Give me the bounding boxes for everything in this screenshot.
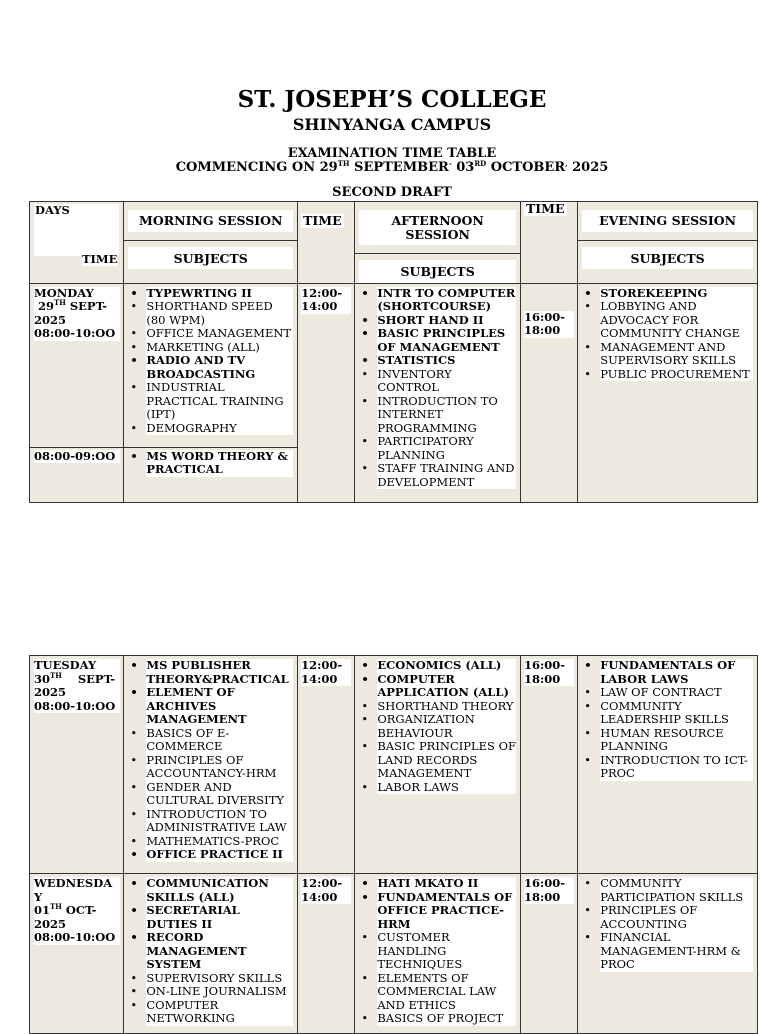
- list-item: [357, 891, 516, 932]
- subject-name: • CUSTOMER HANDLING TECHNIQUES: [377, 931, 516, 972]
- day-label: [34, 287, 120, 341]
- list-item: [126, 686, 293, 727]
- day-name: TUESDAY: [34, 658, 97, 672]
- subject-name: • LAW OF CONTRACT: [600, 686, 753, 700]
- evening-subject-list: [580, 659, 753, 781]
- day-name: MONDAY: [34, 285, 94, 300]
- subject-name: • FUNDAMENTALS OF OFFICE PRACTICE-HRM: [377, 891, 516, 932]
- subject-name: • MS WORD THEORY & PRACTICAL: [146, 450, 293, 477]
- subject-name: • ELEMENT OF ARCHIVES MANAGEMENT: [146, 686, 293, 727]
- evening-subjects-cell: [578, 874, 758, 1034]
- day-year: 2025: [34, 916, 67, 931]
- list-item: [126, 999, 293, 1026]
- day-cell: [30, 874, 124, 1034]
- subject-name: • ECONOMICS (ALL): [377, 659, 516, 673]
- subject-name: • SUPERVISORY SKILLS: [146, 972, 293, 986]
- subject-name: • DEMOGRAPHY: [146, 422, 293, 436]
- afternoon-subjects-cell: [355, 656, 521, 874]
- timetable-monday: [29, 201, 758, 503]
- time-header-2: [520, 202, 577, 284]
- subject-name: • INTRODUCTION TO ICT-PROC: [600, 754, 753, 781]
- subject-name: • ORGANIZATION BEHAVIOUR: [377, 713, 516, 740]
- list-item: [357, 287, 516, 314]
- session-time: 08:00-10:OO: [34, 326, 116, 340]
- ordinal-sup: RD: [474, 159, 487, 168]
- day-cell: [30, 656, 124, 874]
- list-item: [580, 700, 753, 727]
- list-item: [126, 659, 293, 686]
- date-num: 29: [38, 299, 55, 313]
- table-row: [30, 283, 758, 502]
- subjects-label: SUBJECTS: [582, 247, 753, 270]
- subject-name: • STAFF TRAINING AND DEVELOPMENT: [377, 461, 515, 489]
- day-cell: [30, 283, 124, 502]
- subject-name: • COMMUNITY PARTICIPATION SKILLS: [600, 877, 753, 904]
- separator-sup: ,: [565, 159, 568, 168]
- subject-name: • GENDER AND CULTURAL DIVERSITY: [146, 781, 293, 808]
- subject-name: • STATISTICS: [377, 354, 516, 368]
- time-column-label: TIME: [303, 213, 342, 228]
- subject-name: • SHORTHAND THEORY: [377, 700, 516, 714]
- subject-name: • FINANCIAL MANAGEMENT-HRM & PROC: [600, 931, 753, 972]
- campus-name: SHINYANGA CAMPUS: [292, 115, 492, 134]
- subject-name: • COMPUTER APPLICATION (ALL): [377, 673, 516, 700]
- subject-name: • LABOR LAWS: [377, 781, 516, 795]
- evening-time-cell: [520, 874, 577, 1034]
- list-item: [357, 700, 516, 714]
- subject-name: • PRINCIPLES OF ACCOUNTANCY-HRM: [146, 754, 293, 781]
- session-time: 08:00-10:OO: [34, 698, 116, 713]
- evening-time-cell: [520, 656, 577, 874]
- date-num: 01: [34, 903, 51, 917]
- subject-name: • OFFICE PRACTICE II: [146, 848, 293, 862]
- list-item: [357, 781, 516, 795]
- list-item: [580, 287, 753, 301]
- college-title: ST. JOSEPH’S COLLEGE: [237, 86, 547, 113]
- day-name: WEDNESDA Y: [34, 876, 113, 904]
- subject-name: • MARKETING (ALL): [146, 341, 293, 355]
- list-item: [357, 713, 516, 740]
- list-item: [126, 287, 293, 301]
- evening-time-cell: [520, 283, 577, 502]
- time-label: TIME: [81, 251, 118, 266]
- subject-name: • PRINCIPLES OF ACCOUNTING: [600, 904, 753, 931]
- afternoon-subjects-cell: [355, 874, 521, 1034]
- commence-text: COMMENCING ON 29: [175, 160, 338, 175]
- list-item: [580, 686, 753, 700]
- list-item: [126, 877, 293, 904]
- date-num: 30: [34, 671, 51, 686]
- table-row: [30, 874, 758, 1034]
- list-item: [580, 931, 753, 972]
- morning-subjects-cell: [124, 874, 298, 1034]
- list-item: [126, 835, 293, 849]
- subject-name: • MATHEMATICS-PROC: [146, 835, 293, 849]
- table-header-row: [30, 202, 758, 284]
- morning-subject-list: [126, 877, 293, 1026]
- list-item: [580, 754, 753, 781]
- subject-name: • MANAGEMENT AND SUPERVISORY SKILLS: [600, 341, 753, 368]
- list-item: [126, 450, 293, 477]
- list-item: [580, 659, 753, 686]
- commence-text: SEPTEMBER: [349, 160, 449, 175]
- list-item: [126, 754, 293, 781]
- afternoon-time-cell: [298, 283, 355, 502]
- afternoon-subject-list: [357, 659, 516, 794]
- list-item: [357, 931, 516, 972]
- list-item: [357, 327, 516, 354]
- afternoon-time: 12:00-14:00: [301, 877, 351, 904]
- date-sup: TH: [54, 298, 66, 307]
- day-year: 2025: [34, 312, 67, 327]
- list-item: [126, 381, 293, 422]
- list-item: [357, 659, 516, 673]
- subject-name: • INTR TO COMPUTER (SHORTCOURSE): [377, 285, 516, 313]
- commence-text: 2025: [567, 160, 609, 175]
- afternoon-time-cell: [298, 874, 355, 1034]
- list-item: [580, 341, 753, 368]
- day-year: 2025: [34, 685, 67, 699]
- list-item: [357, 354, 516, 368]
- list-item: [357, 1012, 516, 1026]
- subject-name: • STOREKEEPING: [600, 287, 753, 301]
- subject-name: • BASICS OF PROJECT: [377, 1012, 516, 1026]
- list-item: [126, 972, 293, 986]
- subject-name: • ELEMENTS OF COMMERCIAL LAW AND ETHICS: [377, 972, 516, 1013]
- afternoon-time: 12:00-14:00: [301, 287, 351, 314]
- afternoon-subject-list: [357, 877, 516, 1026]
- subject-name: • COMMUNICATION SKILLS (ALL): [146, 877, 293, 904]
- afternoon-time-cell: [298, 656, 355, 874]
- day-date: [34, 300, 120, 314]
- list-item: [357, 740, 516, 781]
- morning-subject-list: [126, 287, 293, 436]
- commencing-line: [0, 160, 768, 175]
- subject-name: • SHORTHAND SPEED (80 WPM): [146, 300, 293, 327]
- evening-time: 16:00-18:00: [524, 659, 574, 686]
- list-item: [126, 985, 293, 999]
- evening-subjects-cell: [578, 656, 758, 874]
- list-item: [357, 462, 516, 489]
- subject-name: • COMMUNITY LEADERSHIP SKILLS: [600, 700, 753, 727]
- afternoon-session-label: AFTERNOON SESSION: [359, 210, 516, 245]
- morning-subject-list: [126, 659, 293, 862]
- list-item: [126, 354, 293, 381]
- morning-subject-list-2: [126, 450, 293, 477]
- list-item: [580, 877, 753, 904]
- subject-name: • ON-LINE JOURNALISM: [146, 985, 293, 999]
- list-item: [126, 422, 293, 436]
- list-item: [357, 972, 516, 1013]
- subject-name: • BASICS OF E-COMMERCE: [146, 727, 293, 754]
- date-month: OCT-: [61, 903, 97, 917]
- date-month: SEPT-: [65, 299, 108, 313]
- session-time-2: 08:00-09:OO: [34, 450, 120, 464]
- commence-text: OCTOBER: [486, 160, 566, 175]
- commence-text: 03: [451, 160, 475, 175]
- list-item: [580, 904, 753, 931]
- morning-session-label: MORNING SESSION: [128, 210, 293, 232]
- list-item: [357, 395, 516, 436]
- afternoon-time: 12:00-14:00: [301, 659, 351, 686]
- list-item: [126, 300, 293, 327]
- date-sup: TH: [50, 902, 62, 911]
- days-time-header: [30, 202, 124, 284]
- list-item: [357, 435, 516, 462]
- subjects-label: SUBJECTS: [359, 260, 516, 283]
- exam-title: EXAMINATION TIME TABLE: [287, 146, 497, 161]
- time-column-label: TIME: [525, 201, 565, 216]
- afternoon-header: [355, 202, 521, 284]
- list-item: [126, 808, 293, 835]
- list-item: [126, 848, 293, 862]
- list-item: [357, 877, 516, 891]
- list-item: [580, 300, 753, 341]
- evening-subjects-cell: [578, 283, 758, 502]
- list-item: [126, 341, 293, 355]
- time-header: [298, 202, 355, 284]
- subject-name: • SECRETARIAL DUTIES II: [146, 904, 293, 931]
- subject-name: • LOBBYING AND ADVOCACY FOR COMMUNITY CHANGE: [600, 300, 753, 341]
- draft-label: SECOND DRAFT: [332, 185, 452, 200]
- subject-name: • RECORD MANAGEMENT SYSTEM: [146, 931, 293, 972]
- subject-name: • INTRODUCTION TO INTERNET PROGRAMMING: [377, 395, 516, 436]
- evening-header: [578, 202, 758, 284]
- day-label: [34, 877, 120, 945]
- list-item: [126, 781, 293, 808]
- subject-name: • OFFICE MANAGEMENT: [146, 326, 292, 340]
- session-time: 08:00-10:OO: [34, 930, 116, 944]
- subject-name: • INVENTORY CONTROL: [377, 368, 516, 395]
- table-row: [30, 656, 758, 874]
- subject-name: • SHORT HAND II: [377, 314, 516, 328]
- subject-name: • BASIC PRINCIPLES OF LAND RECORDS MANAGEMENT: [377, 739, 516, 780]
- ordinal-sup: TH: [337, 159, 350, 168]
- morning-subjects-cell: [124, 283, 298, 502]
- list-item: [357, 673, 516, 700]
- subject-name: • MS PUBLISHER THEORY&PRACTICAL: [146, 659, 293, 686]
- subject-name: • PARTICIPATORY PLANNING: [377, 435, 516, 462]
- list-item: [357, 314, 516, 328]
- subject-name: • HATI MKATO II: [377, 877, 516, 891]
- evening-subject-list: [580, 287, 753, 382]
- subject-name: • BASIC PRINCIPLES OF MANAGEMENT: [377, 327, 516, 354]
- morning-header: [124, 202, 298, 284]
- day-date: [34, 670, 120, 687]
- list-item: [580, 368, 753, 382]
- date-sup: TH: [50, 670, 62, 680]
- separator-sup: -: [448, 159, 452, 168]
- evening-time: 16:00-18:00: [524, 877, 574, 904]
- subject-name: • TYPEWRTING II: [146, 287, 293, 301]
- subjects-label: SUBJECTS: [128, 247, 293, 270]
- afternoon-subjects-cell: [355, 283, 521, 502]
- day-label: [34, 659, 120, 713]
- subject-name: • HUMAN RESOURCE PLANNING: [600, 727, 753, 754]
- day-date: [34, 904, 120, 918]
- subject-name: • FUNDAMENTALS OF LABOR LAWS: [600, 659, 753, 686]
- list-item: [126, 904, 293, 931]
- subject-name: • INTRODUCTION TO ADMINISTRATIVE LAW: [146, 808, 293, 835]
- list-item: [357, 368, 516, 395]
- afternoon-subject-list: [357, 287, 516, 490]
- timetable-tuesday-wednesday: [29, 655, 758, 1034]
- subject-name: • PUBLIC PROCUREMENT: [600, 368, 753, 382]
- subject-name: • INDUSTRIAL PRACTICAL TRAINING (IPT): [146, 381, 293, 422]
- list-item: [126, 327, 293, 341]
- list-item: [126, 727, 293, 754]
- evening-subject-list: [580, 877, 753, 972]
- morning-subjects-cell: [124, 656, 298, 874]
- days-label: DAYS: [35, 203, 70, 217]
- evening-time: 16:00-18:00: [524, 311, 574, 338]
- list-item: [580, 727, 753, 754]
- subject-name: • COMPUTER NETWORKING: [146, 999, 293, 1026]
- subject-name: • RADIO AND TV BROADCASTING: [146, 354, 293, 381]
- evening-session-label: EVENING SESSION: [582, 210, 753, 232]
- list-item: [126, 931, 293, 972]
- date-month: SEPT-: [61, 671, 116, 686]
